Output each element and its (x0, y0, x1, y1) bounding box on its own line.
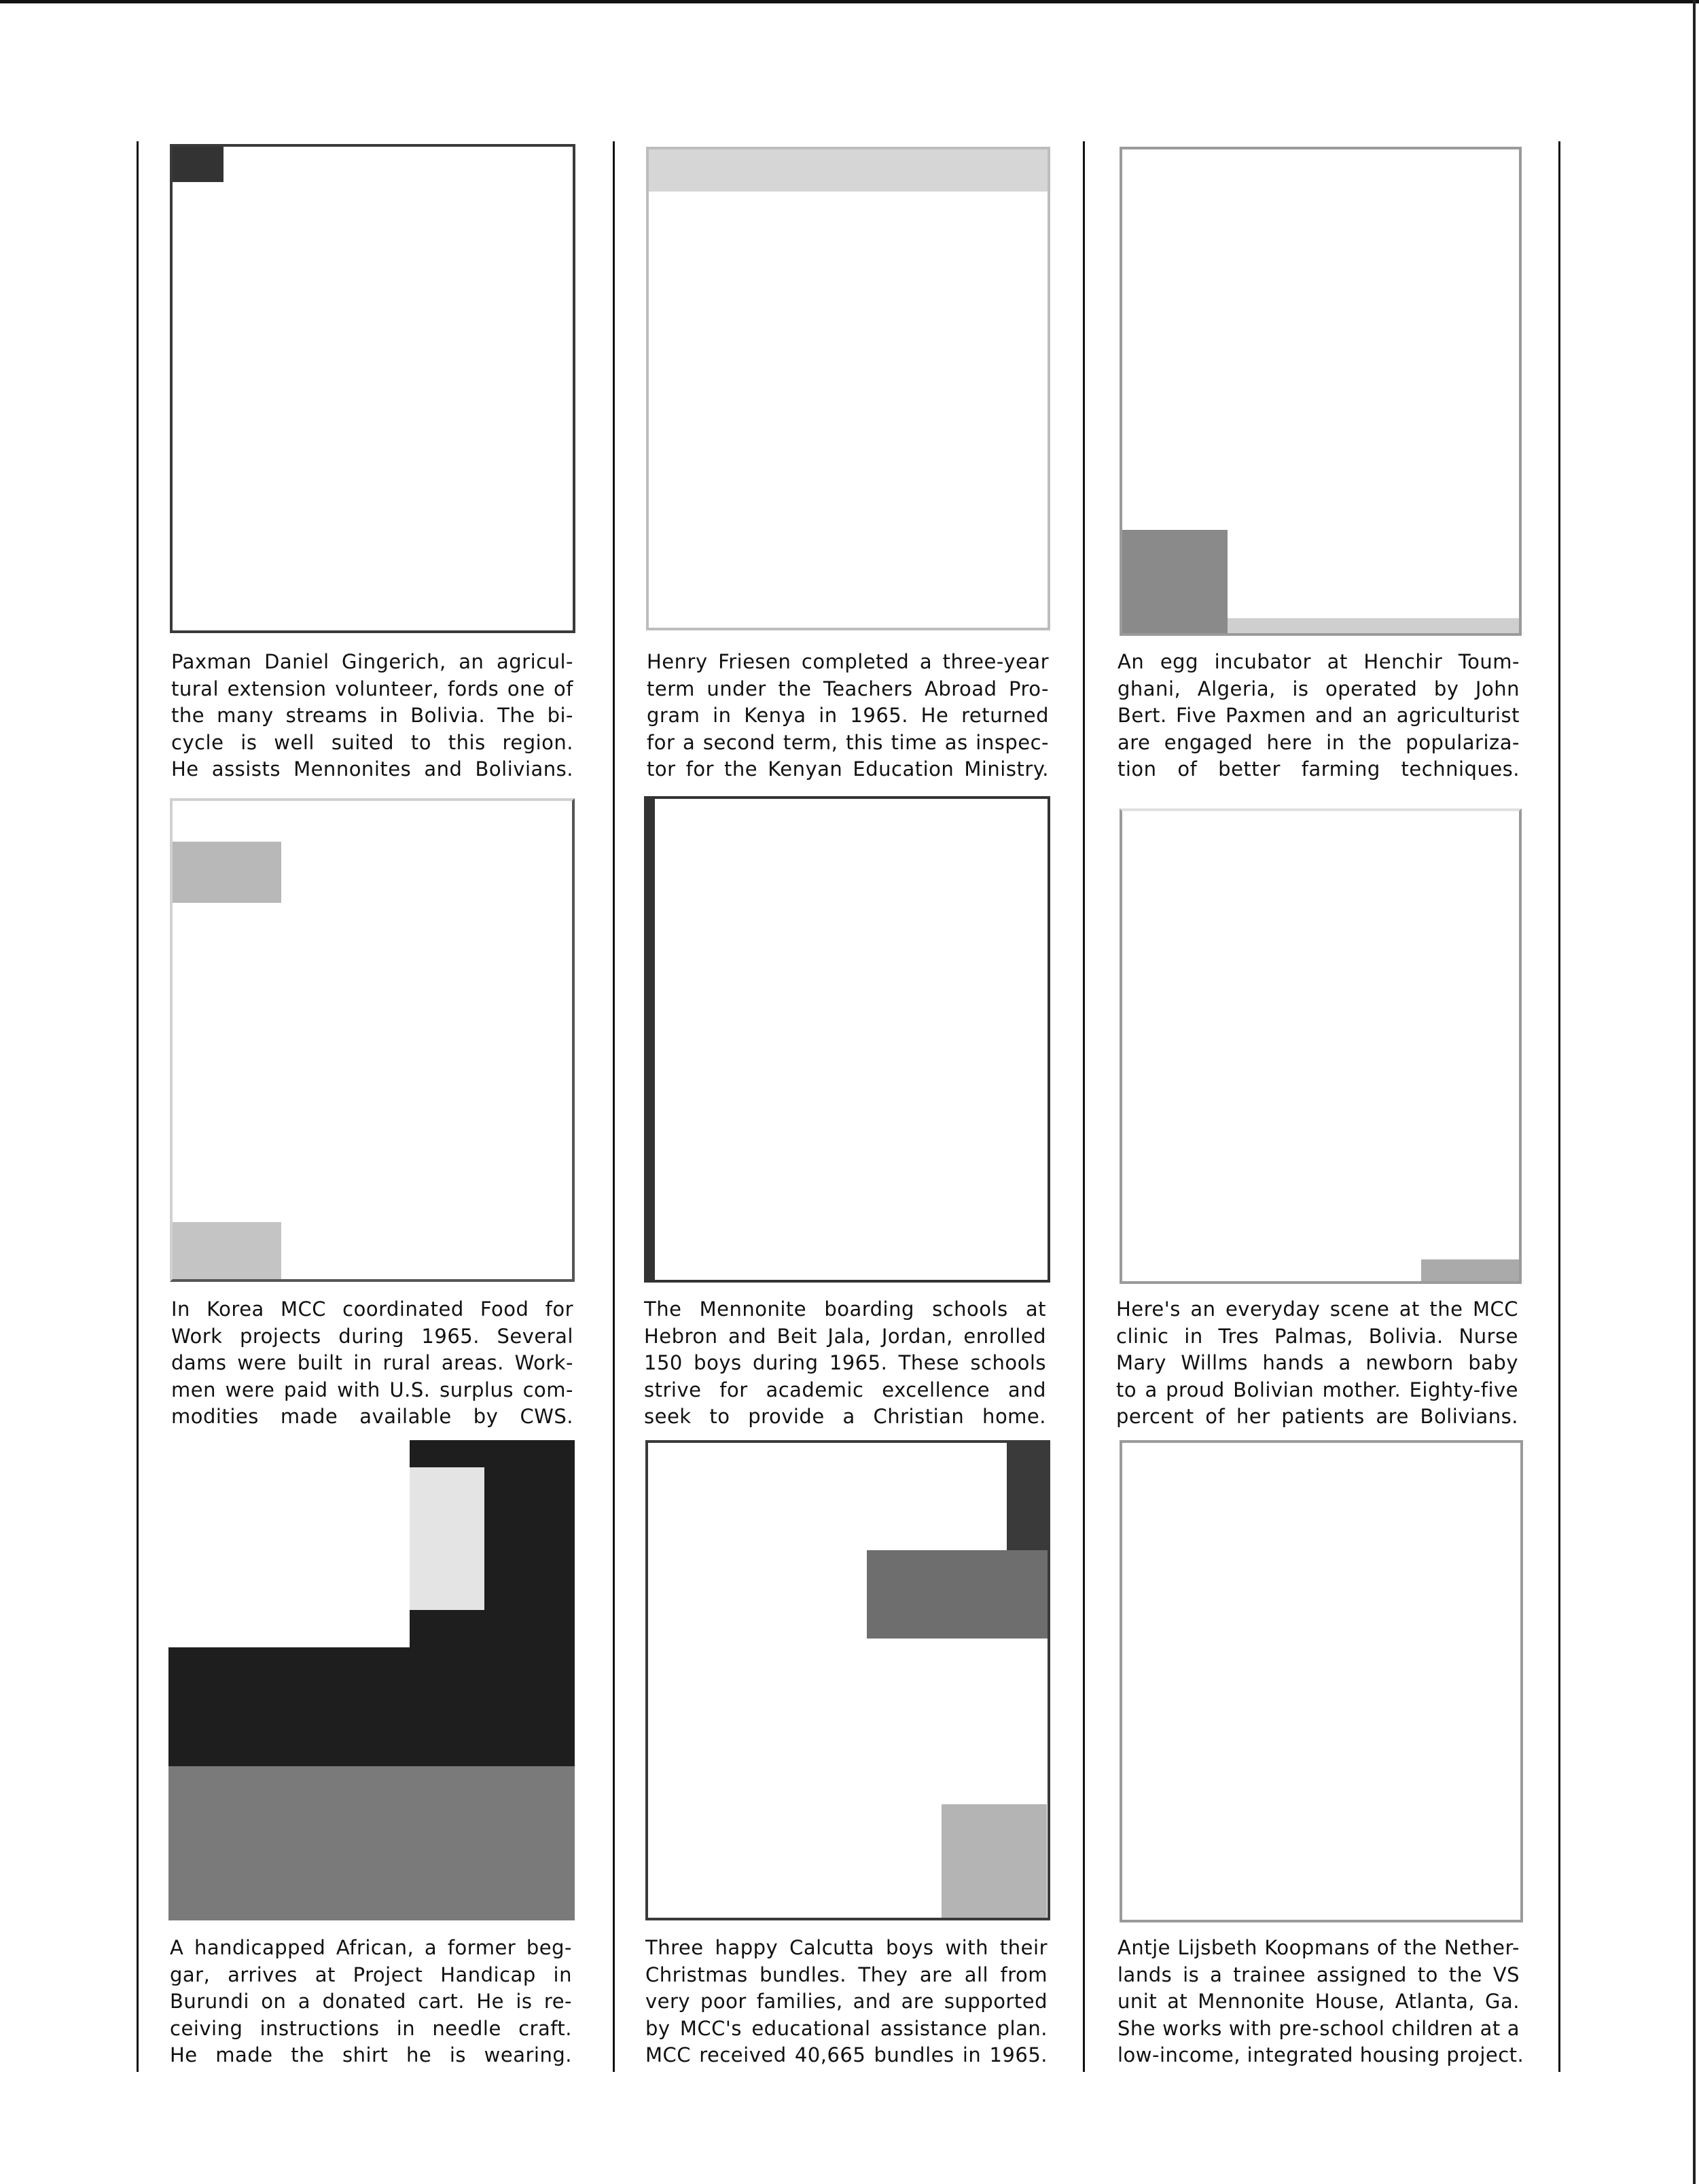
page-top-border (0, 0, 1699, 3)
caption-line: Hebron and Beit Jala, Jordan, enrolled (644, 1324, 1046, 1348)
caption-line: the many streams in Bolivia. The bi- (171, 704, 573, 727)
photo-calcutta-boys (645, 1440, 1050, 1920)
caption-bolivia-clinic (1116, 1296, 1518, 1431)
photo-korea-dams (170, 798, 575, 1282)
caption-burundi-cart (170, 1935, 572, 2069)
caption-line: gram in Kenya in 1965. He returned (647, 704, 1049, 727)
caption-line: tural extension volunteer, fords one of (171, 677, 573, 700)
caption-line: He made the shirt he is wearing. (170, 2043, 572, 2066)
caption-jordan-school (644, 1296, 1046, 1431)
caption-line: In Korea MCC coordinated Food for (171, 1297, 573, 1321)
caption-line: MCC received 40,665 bundles in 1965. (645, 2043, 1048, 2066)
caption-line: Work projects during 1965. Several (171, 1324, 573, 1348)
caption-line: dams were built in rural areas. Work- (171, 1351, 573, 1374)
caption-line: The Mennonite boarding schools at (644, 1297, 1046, 1321)
column-rule-right (1558, 141, 1560, 2072)
caption-line: Christmas bundles. They are all from (645, 1963, 1048, 1986)
caption-line: Paxman Daniel Gingerich, an agricul- (171, 650, 573, 673)
caption-line: Bert. Five Paxmen and an agriculturist (1117, 704, 1520, 727)
caption-line: tor for the Kenyan Education Ministry. (647, 757, 1049, 781)
caption-egg-incubator (1117, 649, 1520, 783)
photo-egg-incubator (1120, 147, 1522, 636)
caption-line: tion of better farming techniques. (1117, 757, 1520, 781)
caption-line: Burundi on a donated cart. He is re- (170, 1990, 572, 2013)
caption-line: A handicapped African, a former beg- (170, 1936, 572, 1959)
photo-kenya-teacher (646, 147, 1050, 630)
caption-line: by MCC's educational assistance plan. (645, 2016, 1048, 2040)
caption-line: He assists Mennonites and Bolivians. (171, 757, 573, 781)
caption-line: gar, arrives at Project Handicap in (170, 1963, 572, 1986)
caption-line: ceiving instructions in needle craft. (170, 2016, 572, 2040)
caption-line: Mary Willms hands a newborn baby (1116, 1351, 1518, 1374)
caption-line: She works with pre-school children at a (1117, 2016, 1520, 2040)
caption-line: low-income, integrated housing project. (1117, 2043, 1524, 2066)
caption-line: modities made available by CWS. (171, 1405, 573, 1428)
caption-line: unit at Mennonite House, Atlanta, Ga. (1117, 1990, 1520, 2013)
caption-line: Here's an everyday scene at the MCC (1116, 1297, 1518, 1321)
column-rule-1 (613, 141, 615, 2072)
caption-atlanta-trainee (1117, 1935, 1524, 2069)
photo-bolivia-clinic (1120, 808, 1522, 1284)
photo-burundi-cart (168, 1440, 575, 1920)
caption-line: lands is a trainee assigned to the VS (1117, 1963, 1520, 1986)
caption-kenya-teacher (647, 649, 1049, 783)
caption-line: Henry Friesen completed a three-year (647, 650, 1049, 673)
column-rule-left (137, 141, 139, 2072)
caption-line: to a proud Bolivian mother. Eighty-five (1116, 1378, 1518, 1401)
photo-atlanta-trainee (1120, 1440, 1523, 1922)
caption-line: ghani, Algeria, is operated by John (1117, 677, 1520, 700)
caption-line: clinic in Tres Palmas, Bolivia. Nurse (1116, 1324, 1518, 1348)
photo-bolivia-stream (170, 144, 575, 633)
caption-line: cycle is well suited to this region. (171, 730, 573, 754)
caption-line: percent of her patients are Bolivians. (1116, 1405, 1518, 1428)
caption-line: seek to provide a Christian home. (644, 1405, 1046, 1428)
caption-korea-dams (171, 1296, 573, 1431)
caption-line: for a second term, this time as inspec- (647, 730, 1049, 754)
caption-bolivia-stream (171, 649, 573, 783)
caption-line: An egg incubator at Henchir Toum- (1117, 650, 1520, 673)
caption-line: men were paid with U.S. surplus com- (171, 1378, 573, 1401)
caption-line: are engaged here in the populariza- (1117, 730, 1520, 754)
caption-line: Three happy Calcutta boys with their (645, 1936, 1048, 1959)
caption-line: term under the Teachers Abroad Pro- (647, 677, 1049, 700)
column-rule-2 (1083, 141, 1085, 2072)
photo-jordan-school (644, 796, 1050, 1283)
caption-line: Antje Lijsbeth Koopmans of the Nether- (1117, 1936, 1520, 1959)
page-right-edge (1693, 0, 1696, 2184)
caption-line: 150 boys during 1965. These schools (644, 1351, 1046, 1374)
caption-line: strive for academic excellence and (644, 1378, 1046, 1401)
caption-calcutta-boys (645, 1935, 1048, 2069)
caption-line: very poor families, and are supported (645, 1990, 1048, 2013)
